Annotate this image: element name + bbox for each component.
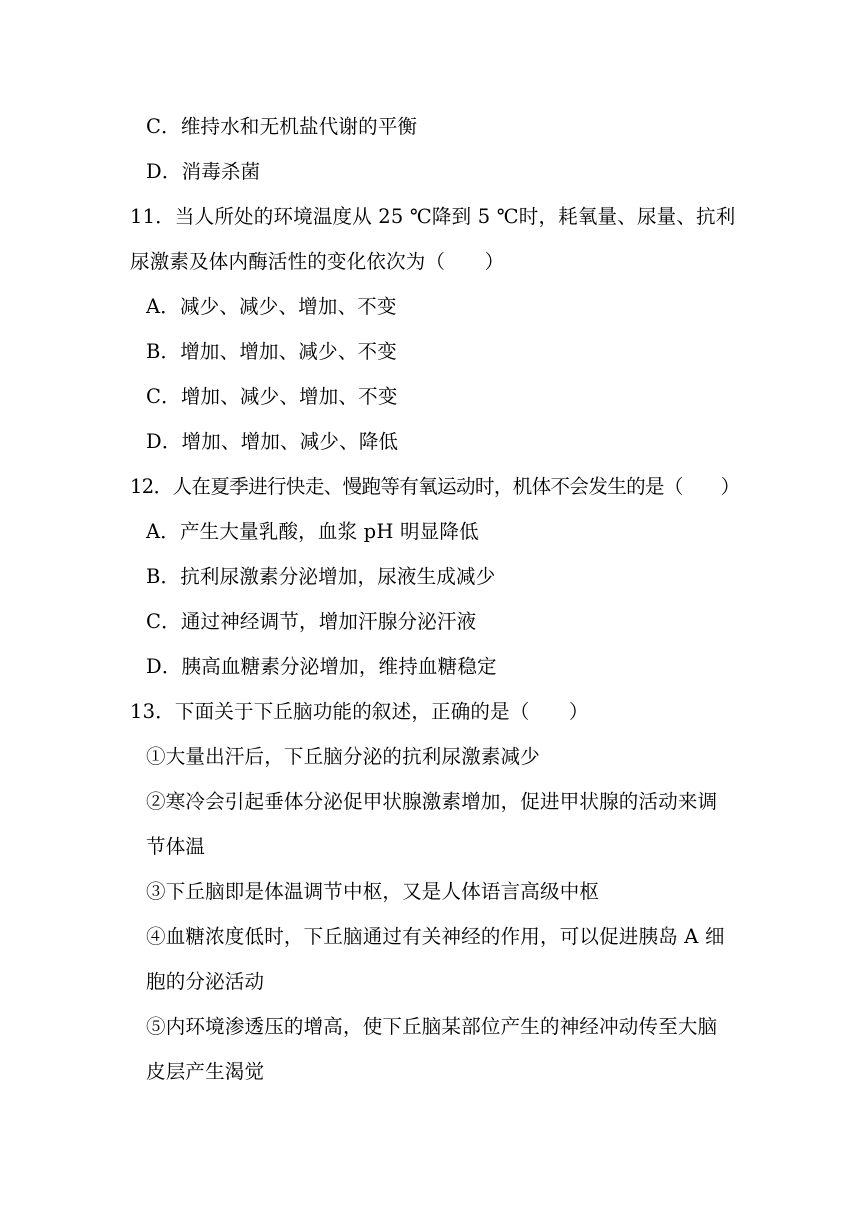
q11-option-d: D．增加、增加、减少、降低 (146, 430, 399, 453)
q13-statement-4-line-1: ④血糖浓度低时，下丘脑通过有关神经的作用，可以促进胰岛 A 细 (146, 925, 725, 948)
q12-stem: 12．人在夏季进行快走、慢跑等有氧运动时，机体不会发生的是（ ） (130, 475, 740, 498)
q10-option-c: C．维持水和无机盐代谢的平衡 (146, 115, 418, 138)
q11-option-c: C．增加、减少、增加、不变 (146, 385, 398, 408)
q11-option-b: B．增加、增加、减少、不变 (146, 340, 397, 363)
q13-statement-3: ③下丘脑即是体温调节中枢，又是人体语言高级中枢 (146, 880, 600, 903)
q13-statement-5-line-1: ⑤内环境渗透压的增高，使下丘脑某部位产生的神经冲动传至大脑 (146, 1015, 718, 1038)
q12-option-a: A．产生大量乳酸，血浆 pH 明显降低 (146, 520, 479, 543)
q13-statement-4-line-2: 胞的分泌活动 (146, 970, 265, 993)
q10-option-d: D．消毒杀菌 (146, 160, 261, 183)
q12-option-b: B．抗利尿激素分泌增加，尿液生成减少 (146, 565, 496, 588)
q11-stem-line-2: 尿激素及体内酶活性的变化依次为（ ） (130, 250, 505, 273)
q11-stem-line-1: 11．当人所处的环境温度从 25 ℃降到 5 ℃时，耗氧量、尿量、抗利 (130, 205, 736, 228)
q11-option-a: A．减少、减少、增加、不变 (146, 295, 397, 318)
q13-statement-5-line-2: 皮层产生渴觉 (146, 1060, 265, 1083)
q13-statement-1: ①大量出汗后，下丘脑分泌的抗利尿激素减少 (146, 745, 541, 768)
q12-option-d: D．胰高血糖素分泌增加，维持血糖稳定 (146, 655, 497, 678)
q12-option-c: C．通过神经调节，增加汗腺分泌汗液 (146, 610, 477, 633)
q13-stem: 13．下面关于下丘脑功能的叙述，正确的是（ ） (130, 700, 589, 723)
q13-statement-2-line-2: 节体温 (146, 835, 206, 858)
q13-statement-2-line-1: ②寒冷会引起垂体分泌促甲状腺激素增加，促进甲状腺的活动来调 (146, 790, 718, 813)
